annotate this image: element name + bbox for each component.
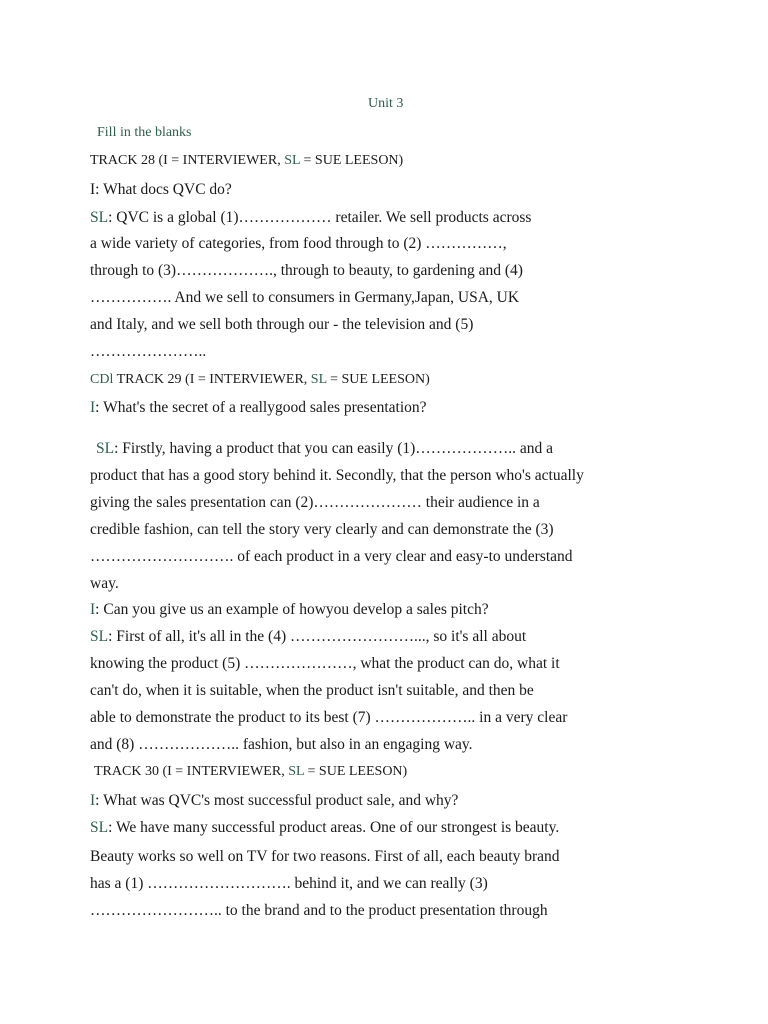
track-header-text: = SUE LEESON): [326, 372, 430, 387]
speaker-label: SL: [96, 440, 115, 457]
line-text: : We have many successful product areas. One of our strongest is beauty.: [108, 819, 560, 836]
dialogue-line: [90, 791, 458, 811]
dialogue-line: [90, 288, 519, 308]
dialogue-line: [90, 466, 584, 486]
track-28-header: [90, 151, 403, 171]
line-text: : QVC is a global (1)……………… retailer. We sell products across: [108, 209, 532, 226]
track-30-header: [94, 762, 407, 782]
track-header-text: TRACK 29 (I = INTERVIEWER,: [113, 372, 311, 387]
dialogue-line: [90, 398, 427, 418]
line-text: knowing the product (5) …………………, what the product can do, what it: [90, 655, 560, 672]
dialogue-line: [90, 654, 560, 674]
speaker-label: I: [90, 181, 96, 198]
line-text: credible fashion, can tell the story very clearly and can demonstrate the (3): [90, 521, 554, 538]
speaker-abbrev: SL: [288, 764, 305, 779]
line-text: Beauty works so well on TV for two reasons. First of all, each beauty brand: [90, 848, 560, 865]
track-29-header: [90, 370, 430, 390]
dialogue-line: [90, 901, 548, 921]
dialogue-line: [90, 818, 559, 838]
dialogue-line: [96, 439, 553, 459]
speaker-label: I: [90, 399, 96, 416]
dialogue-line: [90, 315, 473, 335]
speaker-abbrev: SL: [284, 153, 301, 168]
speaker-label: I: [90, 601, 96, 618]
line-text: : Firstly, having a product that you can easily (1)……………….. and a: [114, 440, 554, 457]
line-text: giving the sales presentation can (2)………………… their audience in a: [90, 494, 540, 511]
dialogue-line: [90, 681, 534, 701]
line-text: : What was QVC's most successful product sale, and why?: [95, 792, 459, 809]
speaker-label: SL: [90, 628, 109, 645]
dialogue-line: [90, 342, 206, 362]
dialogue-line: [90, 208, 531, 228]
line-text: can't do, when it is suitable, when the product isn't suitable, and then be: [90, 682, 534, 699]
line-text: ……………. And we sell to consumers in Germany,Japan, USA, UK: [90, 289, 520, 306]
instruction-text: Fill in the blanks: [97, 125, 192, 140]
track-header-text: = SUE LEESON): [304, 764, 408, 779]
dialogue-line: [90, 234, 507, 254]
line-text: : What docs QVC do?: [95, 181, 232, 198]
dialogue-line: [90, 847, 560, 867]
dialogue-line: [90, 493, 540, 513]
line-text: has a (1) ………………………. behind it, and we can really (3): [90, 875, 488, 892]
dialogue-line: [90, 735, 473, 755]
cd-label: CDl: [90, 372, 114, 387]
dialogue-line: [90, 261, 523, 281]
dialogue-line: [90, 600, 489, 620]
line-text: product that has a good story behind it. Secondly, that the person who's actually: [90, 467, 584, 484]
dialogue-line: [90, 627, 526, 647]
speaker-label: SL: [90, 819, 109, 836]
line-text: …………………….. to the brand and to the product presentation through: [90, 902, 548, 919]
line-text: able to demonstrate the product to its best (7) ……………….. in a very clear: [90, 709, 568, 726]
dialogue-line: [90, 520, 554, 540]
speaker-abbrev: SL: [310, 372, 327, 387]
dialogue-line: [90, 708, 567, 728]
track-header-text: TRACK 30 (I = INTERVIEWER,: [94, 764, 289, 779]
speaker-label: SL: [90, 209, 109, 226]
dialogue-line: [90, 574, 119, 594]
dialogue-line: [90, 180, 232, 200]
line-text: : Can you give us an example of howyou develop a sales pitch?: [95, 601, 489, 618]
speaker-label: I: [90, 792, 96, 809]
line-text: : What's the secret of a reallygood sales presentation?: [95, 399, 427, 416]
line-text: and Italy, and we sell both through our - the television and (5): [90, 316, 474, 333]
unit-title: Unit 3: [368, 96, 404, 111]
line-text: and (8) ……………….. fashion, but also in an engaging way.: [90, 736, 473, 753]
line-text: through to (3)………………., through to beauty, to gardening and (4): [90, 262, 523, 279]
track-header-text: TRACK 28 (I = INTERVIEWER,: [90, 153, 285, 168]
track-header-text: = SUE LEESON): [300, 153, 404, 168]
line-text: way.: [90, 575, 119, 592]
dialogue-line: [90, 874, 488, 894]
line-text: : First of all, it's all in the (4) ……………………..., so it's all about: [108, 628, 527, 645]
dialogue-line: [90, 547, 573, 567]
line-text: ………………………. of each product in a very clear and easy-to understand: [90, 548, 573, 565]
line-text: …………………..: [90, 343, 207, 360]
line-text: a wide variety of categories, from food through to (2) ……………,: [90, 235, 507, 252]
